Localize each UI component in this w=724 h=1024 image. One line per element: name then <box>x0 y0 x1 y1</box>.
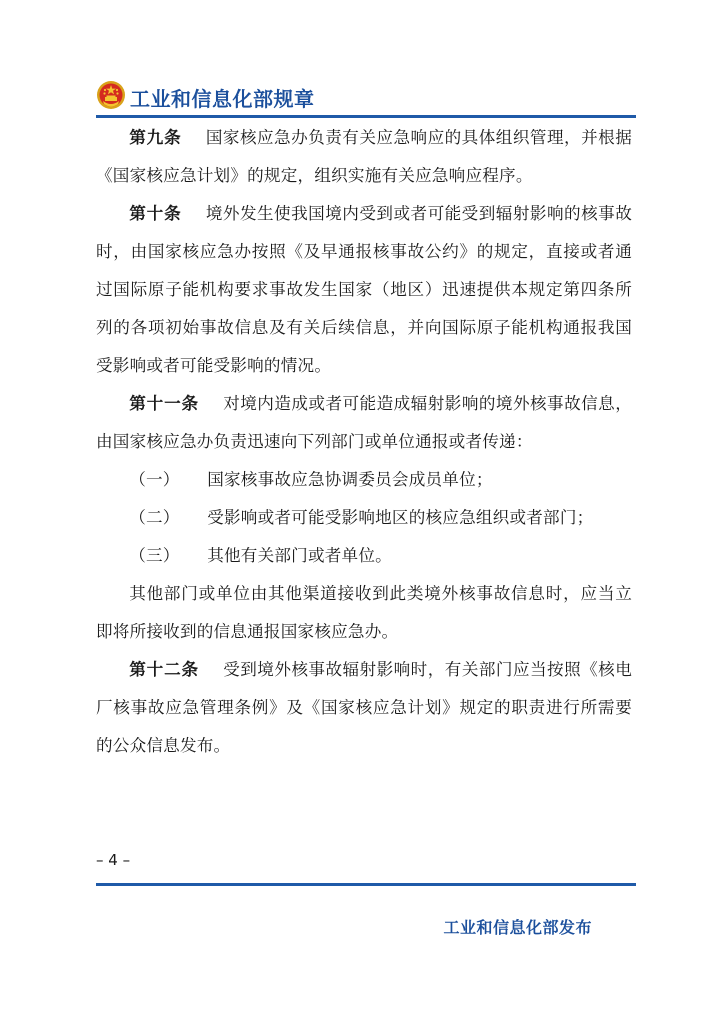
list-item <box>96 461 632 499</box>
article-12 <box>96 651 632 765</box>
article-label: 第十条 <box>129 204 182 223</box>
footer-publisher: 工业和信息化部发布 <box>443 918 592 937</box>
list-item-text: 其他有关部门或者单位。 <box>207 546 392 565</box>
article-label: 第九条 <box>129 128 182 147</box>
list-item <box>96 499 632 537</box>
list-item-label: （一） <box>129 470 180 489</box>
list-item-label: （二） <box>129 508 180 527</box>
article-text: 境外发生使我国境内受到或者可能受到辐射影响的核事故时，由国家核应急办按照《及早通报核事故公约》的规定，直接或者通过国际原子能机构要求事故发生国家（地区）迅速提供本规定第四条所列的各项初始事故信息及有关后续信息，并向国际原子能机构通报我国受影响或者可能受影响的情况。 <box>96 204 632 375</box>
list-item-text: 受影响或者可能受影响地区的核应急组织或者部门； <box>207 508 594 527</box>
article-11 <box>96 385 632 461</box>
list-item <box>96 537 632 575</box>
list-item-text: 国家核事故应急协调委员会成员单位； <box>207 470 493 489</box>
header-title: 工业和信息化部规章 <box>130 87 315 111</box>
page-number: – 4 – <box>96 851 131 869</box>
page-header <box>96 80 636 114</box>
article-label: 第十一条 <box>129 394 199 413</box>
article-text: 受到境外核事故辐射影响时，有关部门应当按照《核电厂核事故应急管理条例》及《国家核应急计划》规定的职责进行所需要的公众信息发布。 <box>96 660 632 755</box>
national-emblem-icon <box>96 80 126 110</box>
paragraph-other: 其他部门或单位由其他渠道接收到此类境外核事故信息时，应当立即将所接收到的信息通报国家核应急办。 <box>96 584 632 641</box>
header-rule <box>96 115 636 118</box>
article-9 <box>96 119 632 195</box>
footer-rule <box>96 883 636 886</box>
list-item-label: （三） <box>129 546 180 565</box>
document-body <box>96 119 632 765</box>
article-label: 第十二条 <box>129 660 199 679</box>
article-10 <box>96 195 632 385</box>
article-text: 对境内造成或者可能造成辐射影响的境外核事故信息，由国家核应急办负责迅速向下列部门或单位通报或者传递： <box>96 394 632 451</box>
article-text: 国家核应急办负责有关应急响应的具体组织管理，并根据《国家核应急计划》的规定，组织实施有关应急响应程序。 <box>96 128 632 185</box>
